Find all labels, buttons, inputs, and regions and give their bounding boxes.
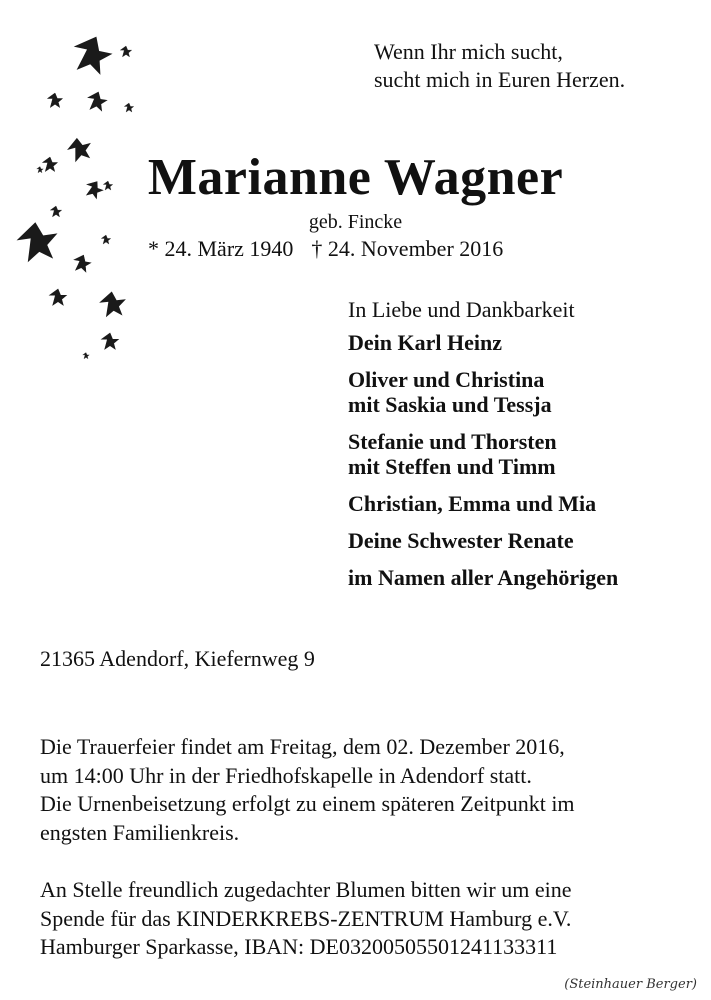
star-icon xyxy=(72,254,92,273)
star-icon xyxy=(86,91,107,112)
publisher-signature: (Steinhauer Berger) xyxy=(564,977,697,992)
mourner-entry: Christian, Emma und Mia xyxy=(348,491,597,516)
star-icon xyxy=(124,103,134,112)
life-dates xyxy=(148,235,503,263)
birth-date: * 24. März 1940 xyxy=(148,236,294,261)
star-icon xyxy=(47,93,62,107)
motto-line: sucht mich in Euren Herzen. xyxy=(374,67,626,92)
funeral-info: Die Trauerfeier findet am Freitag, dem 02. Dezember 2016, um 14:00 Uhr in der Friedhofskapelle in Adendorf statt. Die Urnenbeisetzung erfolgt zu einem späteren Zeitpunkt im engsten Familienkreis. xyxy=(40,734,575,845)
mourner-entry: Stefanie und Thorsten mit Steffen und Timm xyxy=(348,429,557,479)
star-icon xyxy=(83,353,90,359)
mourners-intro: In Liebe und Dankbarkeit xyxy=(348,297,575,322)
star-icon xyxy=(49,289,66,305)
mourner-entry: im Namen aller Angehörigen xyxy=(348,565,619,590)
deceased-name: Marianne Wagner xyxy=(147,149,564,206)
death-date: † 24. November 2016 xyxy=(311,236,504,261)
mourner-entry: Oliver und Christina mit Saskia und Tessja xyxy=(348,367,552,417)
star-icon xyxy=(99,291,126,317)
star-icon xyxy=(101,333,118,349)
motto-verse xyxy=(374,38,625,94)
maiden-name: geb. Fincke xyxy=(308,211,403,233)
donation-info: An Stelle freundlich zugedachter Blumen bitten wir um eine Spende für das KINDERKREBS-ZENTRUM Hamburg e.V. Hamburger Sparkasse, IBAN: DE03200505501241133311 xyxy=(40,877,572,959)
address: 21365 Adendorf, Kiefernweg 9 xyxy=(40,646,315,671)
star-icon xyxy=(120,46,131,57)
mourners-list xyxy=(348,296,618,602)
star-icon xyxy=(101,235,111,244)
mourner-entry: Deine Schwester Renate xyxy=(348,528,574,553)
star-icon xyxy=(71,34,113,75)
mourner-entry: Dein Karl Heinz xyxy=(348,330,502,355)
motto-line: Wenn Ihr mich sucht, xyxy=(374,39,563,64)
